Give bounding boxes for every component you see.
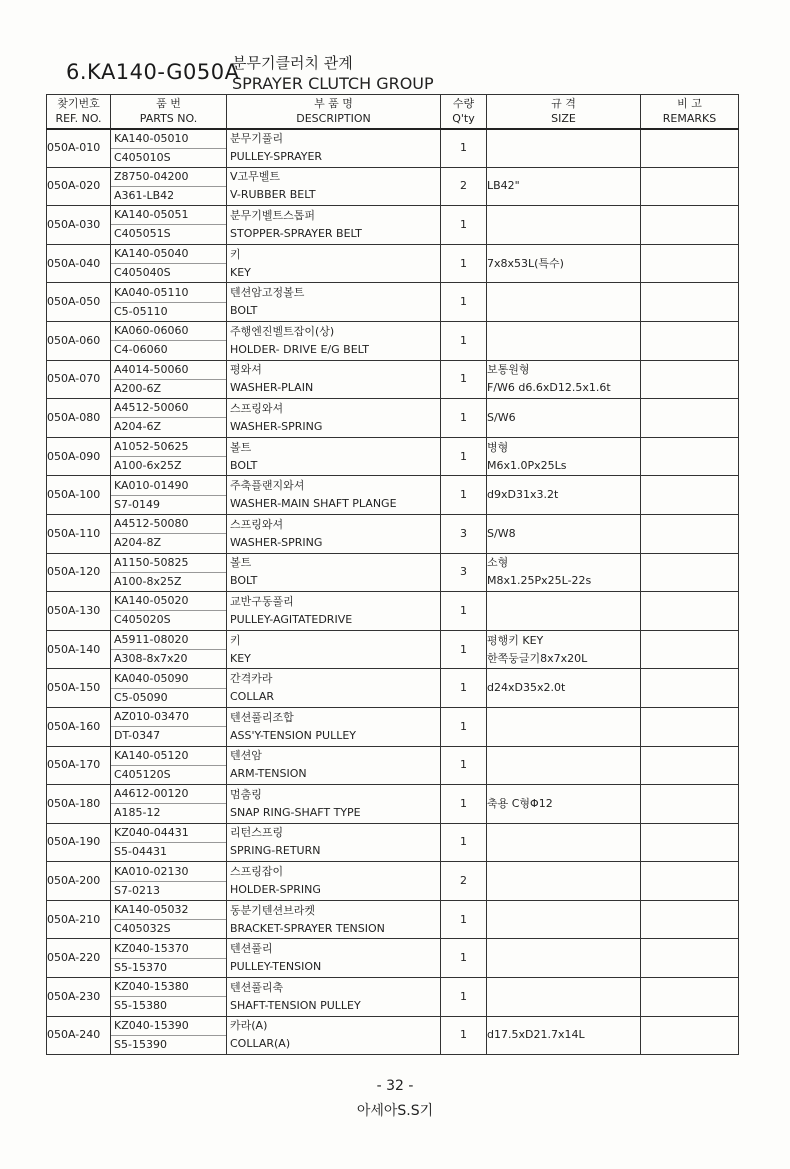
- quantity: 3: [441, 553, 487, 592]
- size-spec: [487, 399, 641, 438]
- remarks: [641, 360, 739, 399]
- table-row: [47, 669, 739, 708]
- part-numbers: [111, 669, 227, 708]
- ref-no: 050A-080: [47, 399, 111, 438]
- size-spec: [487, 939, 641, 978]
- part-numbers: [111, 823, 227, 862]
- ref-no-header: 찾기번호 REF. NO.: [47, 95, 111, 129]
- ref-no: 050A-120: [47, 553, 111, 592]
- description-english: PULLEY-AGITATEDRIVE: [230, 612, 353, 626]
- remarks: [641, 476, 739, 515]
- remarks: [641, 630, 739, 669]
- remarks: [641, 399, 739, 438]
- table-row: [47, 592, 739, 631]
- part-numbers: [111, 900, 227, 939]
- ref-no: 050A-040: [47, 244, 111, 283]
- size-spec: [487, 321, 641, 360]
- part-numbers: [111, 399, 227, 438]
- description: [227, 360, 441, 399]
- part-number-secondary: C405020S: [114, 613, 171, 627]
- part-number-secondary: A185-12: [114, 806, 161, 820]
- remarks: [641, 129, 739, 168]
- description-korean: V고무벨트: [230, 170, 281, 184]
- ref-no: 050A-200: [47, 862, 111, 901]
- description: [227, 476, 441, 515]
- description-english: PULLEY-TENSION: [230, 960, 322, 974]
- part-number-secondary: S5-04431: [114, 844, 167, 858]
- size-line-2: F/W6 d6.6xD12.5x1.6t: [487, 381, 611, 395]
- part-numbers: [111, 1016, 227, 1055]
- ref-no: 050A-170: [47, 746, 111, 785]
- ref-no: 050A-180: [47, 785, 111, 824]
- quantity: 1: [441, 900, 487, 939]
- quantity: 1: [441, 283, 487, 322]
- part-numbers: [111, 785, 227, 824]
- size-line-2: M6x1.0Px25Ls: [487, 458, 567, 472]
- table-row: [47, 785, 739, 824]
- size-line-1: d9xD31x3.2t: [487, 488, 559, 502]
- table-row: [47, 321, 739, 360]
- part-number-primary: KA140-05020: [111, 592, 226, 611]
- part-numbers: [111, 283, 227, 322]
- size-spec: [487, 206, 641, 245]
- table-row: [47, 978, 739, 1017]
- part-number-primary: Z8750-04200: [111, 168, 226, 187]
- size-spec: [487, 129, 641, 168]
- table-row: [47, 283, 739, 322]
- size-line-1: LB42": [487, 179, 520, 193]
- part-number-secondary: DT-0347: [114, 729, 161, 743]
- description-english: PULLEY-SPRAYER: [230, 150, 323, 164]
- size-line-2: M8x1.25Px25L-22s: [487, 574, 592, 588]
- table-row: [47, 399, 739, 438]
- remarks: [641, 1016, 739, 1055]
- table-row: [47, 862, 739, 901]
- table-row: [47, 476, 739, 515]
- description-english: HOLDER-SPRING: [230, 883, 321, 897]
- part-number-secondary: S7-0149: [114, 497, 160, 511]
- remarks: [641, 900, 739, 939]
- description: [227, 167, 441, 206]
- size-spec: [487, 630, 641, 669]
- description: [227, 206, 441, 245]
- table-row: [47, 707, 739, 746]
- description: [227, 514, 441, 553]
- description: [227, 437, 441, 476]
- description: [227, 862, 441, 901]
- table-row: [47, 206, 739, 245]
- description-korean: 스프링와셔: [230, 517, 284, 531]
- part-numbers: [111, 437, 227, 476]
- quantity: 1: [441, 707, 487, 746]
- quantity: 1: [441, 630, 487, 669]
- description-korean: 텐션암고정볼트: [230, 286, 305, 300]
- remarks: [641, 244, 739, 283]
- part-number-primary: KZ040-04431: [111, 824, 226, 843]
- part-number-secondary: C5-05110: [114, 304, 168, 318]
- part-number-secondary: S5-15390: [114, 1037, 167, 1051]
- quantity: 1: [441, 360, 487, 399]
- size-header: 규 격 SIZE: [487, 95, 641, 129]
- ref-no: 050A-030: [47, 206, 111, 245]
- ref-no: 050A-050: [47, 283, 111, 322]
- part-number-primary: KA060-06060: [111, 322, 226, 341]
- table-row: [47, 900, 739, 939]
- description-english: ASS'Y-TENSION PULLEY: [230, 728, 357, 742]
- description-english: WASHER-MAIN SHAFT PLANGE: [230, 497, 397, 511]
- description-korean: 리턴스프링: [230, 826, 284, 840]
- quantity-header: 수량 Q'ty: [441, 95, 487, 129]
- group-title-english: SPRAYER CLUTCH GROUP: [232, 74, 434, 93]
- description-korean: 텐션암: [230, 749, 262, 763]
- part-number-primary: A4512-50060: [111, 399, 226, 418]
- ref-no: 050A-220: [47, 939, 111, 978]
- description: [227, 939, 441, 978]
- description-korean: 키: [230, 247, 241, 261]
- part-numbers: [111, 360, 227, 399]
- part-number-primary: KA040-05090: [111, 670, 226, 689]
- table-row: [47, 167, 739, 206]
- quantity: 3: [441, 514, 487, 553]
- description: [227, 283, 441, 322]
- part-number-primary: KA040-05110: [111, 284, 226, 303]
- description-header: 부 품 명 DESCRIPTION: [227, 95, 441, 129]
- description: [227, 399, 441, 438]
- ref-no: 050A-130: [47, 592, 111, 631]
- part-number-primary: KA010-02130: [111, 863, 226, 882]
- part-numbers: [111, 129, 227, 168]
- table-header-row: [47, 95, 739, 129]
- description-english: BOLT: [230, 458, 258, 472]
- parts-no-header: 품 번 PARTS NO.: [111, 95, 227, 129]
- size-spec: [487, 360, 641, 399]
- part-numbers: [111, 167, 227, 206]
- part-numbers: [111, 476, 227, 515]
- description-korean: 분무기벨트스톱퍼: [230, 208, 316, 222]
- description-korean: 주행엔진벨트잡이(상): [230, 324, 335, 338]
- remarks: [641, 321, 739, 360]
- size-spec: [487, 862, 641, 901]
- part-number-secondary: C405032S: [114, 922, 171, 936]
- description: [227, 630, 441, 669]
- description: [227, 823, 441, 862]
- size-spec: [487, 823, 641, 862]
- description-english: COLLAR(A): [230, 1037, 291, 1051]
- description-korean: 평와셔: [230, 363, 262, 377]
- part-number-secondary: C5-05090: [114, 690, 168, 704]
- size-spec: [487, 437, 641, 476]
- remarks: [641, 978, 739, 1017]
- quantity: 1: [441, 437, 487, 476]
- size-spec: [487, 978, 641, 1017]
- size-spec: [487, 707, 641, 746]
- description: [227, 1016, 441, 1055]
- quantity: 1: [441, 669, 487, 708]
- part-number-primary: KA140-05010: [111, 130, 226, 149]
- description: [227, 129, 441, 168]
- part-number-primary: KZ040-15380: [111, 978, 226, 997]
- size-spec: [487, 746, 641, 785]
- quantity: 1: [441, 399, 487, 438]
- description-korean: 텐션풀리조합: [230, 710, 294, 724]
- quantity: 1: [441, 1016, 487, 1055]
- table-row: [47, 129, 739, 168]
- table-row: [47, 437, 739, 476]
- part-numbers: [111, 978, 227, 1017]
- part-numbers: [111, 553, 227, 592]
- remarks: [641, 823, 739, 862]
- ref-no: 050A-110: [47, 514, 111, 553]
- description: [227, 553, 441, 592]
- description-english: BRACKET-SPRAYER TENSION: [230, 921, 385, 935]
- part-number-primary: A4512-50080: [111, 515, 226, 534]
- ref-no: 050A-070: [47, 360, 111, 399]
- description-english: COLLAR: [230, 690, 275, 704]
- table-row: [47, 939, 739, 978]
- description-korean: 동분기텐션브라켓: [230, 903, 316, 917]
- size-spec: [487, 592, 641, 631]
- description-english: WASHER-PLAIN: [230, 381, 314, 395]
- table-row: [47, 514, 739, 553]
- remarks: [641, 862, 739, 901]
- description-english: BOLT: [230, 574, 258, 588]
- size-spec: [487, 167, 641, 206]
- description: [227, 669, 441, 708]
- size-line-2: 한쪽둥글기8x7x20L: [487, 651, 588, 665]
- description-korean: 텐션풀리축: [230, 980, 284, 994]
- size-spec: [487, 553, 641, 592]
- ref-no: 050A-090: [47, 437, 111, 476]
- table-row: [47, 630, 739, 669]
- ref-no: 050A-100: [47, 476, 111, 515]
- section-code: 6.KA140-G050A: [66, 60, 240, 84]
- quantity: 2: [441, 167, 487, 206]
- page-number: - 32 -: [376, 1078, 414, 1094]
- description-english: SHAFT-TENSION PULLEY: [230, 998, 361, 1012]
- remarks-header: 비 고 REMARKS: [641, 95, 739, 129]
- description-korean: 교반구동풀리: [230, 594, 294, 608]
- quantity: 1: [441, 592, 487, 631]
- page-header: [0, 0, 790, 95]
- description-korean: 간격카라: [230, 672, 273, 686]
- part-number-primary: A1150-50825: [111, 554, 226, 573]
- ref-no: 050A-240: [47, 1016, 111, 1055]
- quantity: 1: [441, 785, 487, 824]
- size-line-1: d17.5xD21.7x14L: [487, 1028, 585, 1042]
- remarks: [641, 437, 739, 476]
- part-numbers: [111, 592, 227, 631]
- size-line-1: 보통원형: [487, 363, 530, 377]
- ref-no: 050A-150: [47, 669, 111, 708]
- table-row: [47, 360, 739, 399]
- description: [227, 900, 441, 939]
- part-number-primary: KZ040-15370: [111, 940, 226, 959]
- remarks: [641, 785, 739, 824]
- table-row: [47, 244, 739, 283]
- description-english: KEY: [230, 265, 251, 279]
- quantity: 1: [441, 321, 487, 360]
- part-number-primary: KA140-05051: [111, 206, 226, 225]
- part-numbers: [111, 707, 227, 746]
- part-number-secondary: C405120S: [114, 767, 171, 781]
- description: [227, 321, 441, 360]
- ref-no: 050A-010: [47, 129, 111, 168]
- size-spec: [487, 283, 641, 322]
- description: [227, 746, 441, 785]
- part-number-secondary: C405010S: [114, 150, 171, 164]
- description-korean: 키: [230, 633, 241, 647]
- remarks: [641, 746, 739, 785]
- description-english: WASHER-SPRING: [230, 419, 323, 433]
- table-row: [47, 1016, 739, 1055]
- part-number-secondary: A308-8x7x20: [114, 652, 188, 666]
- description-english: KEY: [230, 651, 251, 665]
- description-english: WASHER-SPRING: [230, 535, 323, 549]
- quantity: 1: [441, 206, 487, 245]
- remarks: [641, 514, 739, 553]
- part-number-primary: AZ010-03470: [111, 708, 226, 727]
- part-number-secondary: A204-8Z: [114, 536, 162, 550]
- size-line-1: 축용 C형Φ12: [487, 796, 553, 810]
- part-number-primary: KA140-05040: [111, 245, 226, 264]
- size-line-1: S/W6: [487, 410, 516, 424]
- size-spec: [487, 900, 641, 939]
- size-spec: [487, 514, 641, 553]
- part-number-secondary: S5-15380: [114, 999, 167, 1013]
- description-english: HOLDER- DRIVE E/G BELT: [230, 342, 369, 356]
- table-row: [47, 746, 739, 785]
- part-number-primary: KZ040-15390: [111, 1017, 226, 1036]
- remarks: [641, 206, 739, 245]
- size-line-1: 7x8x53L(특수): [487, 256, 564, 270]
- part-number-secondary: C405040S: [114, 266, 171, 280]
- part-number-secondary: S5-15370: [114, 960, 167, 974]
- part-numbers: [111, 244, 227, 283]
- table-row: [47, 823, 739, 862]
- description-english: BOLT: [230, 304, 258, 318]
- size-spec: [487, 785, 641, 824]
- part-number-secondary: A100-6x25Z: [114, 459, 182, 473]
- description-korean: 볼트: [230, 556, 252, 570]
- part-number-primary: KA140-05032: [111, 901, 226, 920]
- part-number-secondary: C405051S: [114, 227, 171, 241]
- remarks: [641, 669, 739, 708]
- quantity: 1: [441, 129, 487, 168]
- part-number-primary: KA010-01490: [111, 477, 226, 496]
- description-korean: 텐션풀리: [230, 942, 273, 956]
- part-number-primary: A5911-08020: [111, 631, 226, 650]
- description-korean: 주축플랜지와셔: [230, 479, 305, 493]
- ref-no: 050A-190: [47, 823, 111, 862]
- description-korean: 스프링와셔: [230, 401, 284, 415]
- description-korean: 카라(A): [230, 1019, 268, 1033]
- ref-no: 050A-160: [47, 707, 111, 746]
- part-number-secondary: A100-8x25Z: [114, 574, 182, 588]
- company-name: 아세아S.S기: [356, 1103, 434, 1119]
- part-number-primary: KA140-05120: [111, 747, 226, 766]
- remarks: [641, 592, 739, 631]
- remarks: [641, 283, 739, 322]
- description: [227, 978, 441, 1017]
- quantity: 1: [441, 823, 487, 862]
- description-korean: 볼트: [230, 440, 252, 454]
- size-spec: [487, 669, 641, 708]
- size-line-1: 소형: [487, 556, 509, 570]
- description: [227, 785, 441, 824]
- remarks: [641, 167, 739, 206]
- part-number-primary: A1052-50625: [111, 438, 226, 457]
- part-number-secondary: S7-0213: [114, 883, 160, 897]
- description-english: STOPPER-SPRAYER BELT: [230, 226, 362, 240]
- part-number-secondary: A204-6Z: [114, 420, 162, 434]
- quantity: 1: [441, 978, 487, 1017]
- description-english: V-RUBBER BELT: [230, 188, 316, 202]
- part-number-primary: A4612-00120: [111, 785, 226, 804]
- quantity: 1: [441, 939, 487, 978]
- description-english: SNAP RING-SHAFT TYPE: [230, 805, 361, 819]
- quantity: 1: [441, 244, 487, 283]
- ref-no: 050A-020: [47, 167, 111, 206]
- part-numbers: [111, 321, 227, 360]
- ref-no: 050A-060: [47, 321, 111, 360]
- quantity: 1: [441, 476, 487, 515]
- description: [227, 244, 441, 283]
- size-spec: [487, 476, 641, 515]
- part-number-secondary: A361-LB42: [114, 188, 175, 202]
- size-line-1: d24xD35x2.0t: [487, 681, 566, 695]
- quantity: 1: [441, 746, 487, 785]
- part-number-primary: A4014-50060: [111, 361, 226, 380]
- part-numbers: [111, 630, 227, 669]
- description: [227, 592, 441, 631]
- part-numbers: [111, 862, 227, 901]
- remarks: [641, 707, 739, 746]
- remarks: [641, 553, 739, 592]
- description-korean: 멈춤링: [230, 787, 262, 801]
- size-line-1: 병형: [487, 440, 509, 454]
- description-english: ARM-TENSION: [230, 767, 307, 781]
- description-korean: 분무기풀리: [230, 132, 284, 146]
- ref-no: 050A-210: [47, 900, 111, 939]
- remarks: [641, 939, 739, 978]
- description: [227, 707, 441, 746]
- part-numbers: [111, 206, 227, 245]
- ref-no: 050A-140: [47, 630, 111, 669]
- table-row: [47, 553, 739, 592]
- size-line-1: 평행키 KEY: [487, 633, 544, 647]
- size-spec: [487, 244, 641, 283]
- part-numbers: [111, 939, 227, 978]
- description-korean: 스프링잡이: [230, 865, 284, 879]
- description-english: SPRING-RETURN: [230, 844, 321, 858]
- group-title-korean: 분무기클러치 관계: [232, 54, 353, 72]
- part-numbers: [111, 746, 227, 785]
- parts-table: [46, 94, 739, 1055]
- size-line-1: S/W8: [487, 526, 516, 540]
- part-numbers: [111, 514, 227, 553]
- quantity: 2: [441, 862, 487, 901]
- size-spec: [487, 1016, 641, 1055]
- part-number-secondary: C4-06060: [114, 343, 168, 357]
- ref-no: 050A-230: [47, 978, 111, 1017]
- part-number-secondary: A200-6Z: [114, 381, 162, 395]
